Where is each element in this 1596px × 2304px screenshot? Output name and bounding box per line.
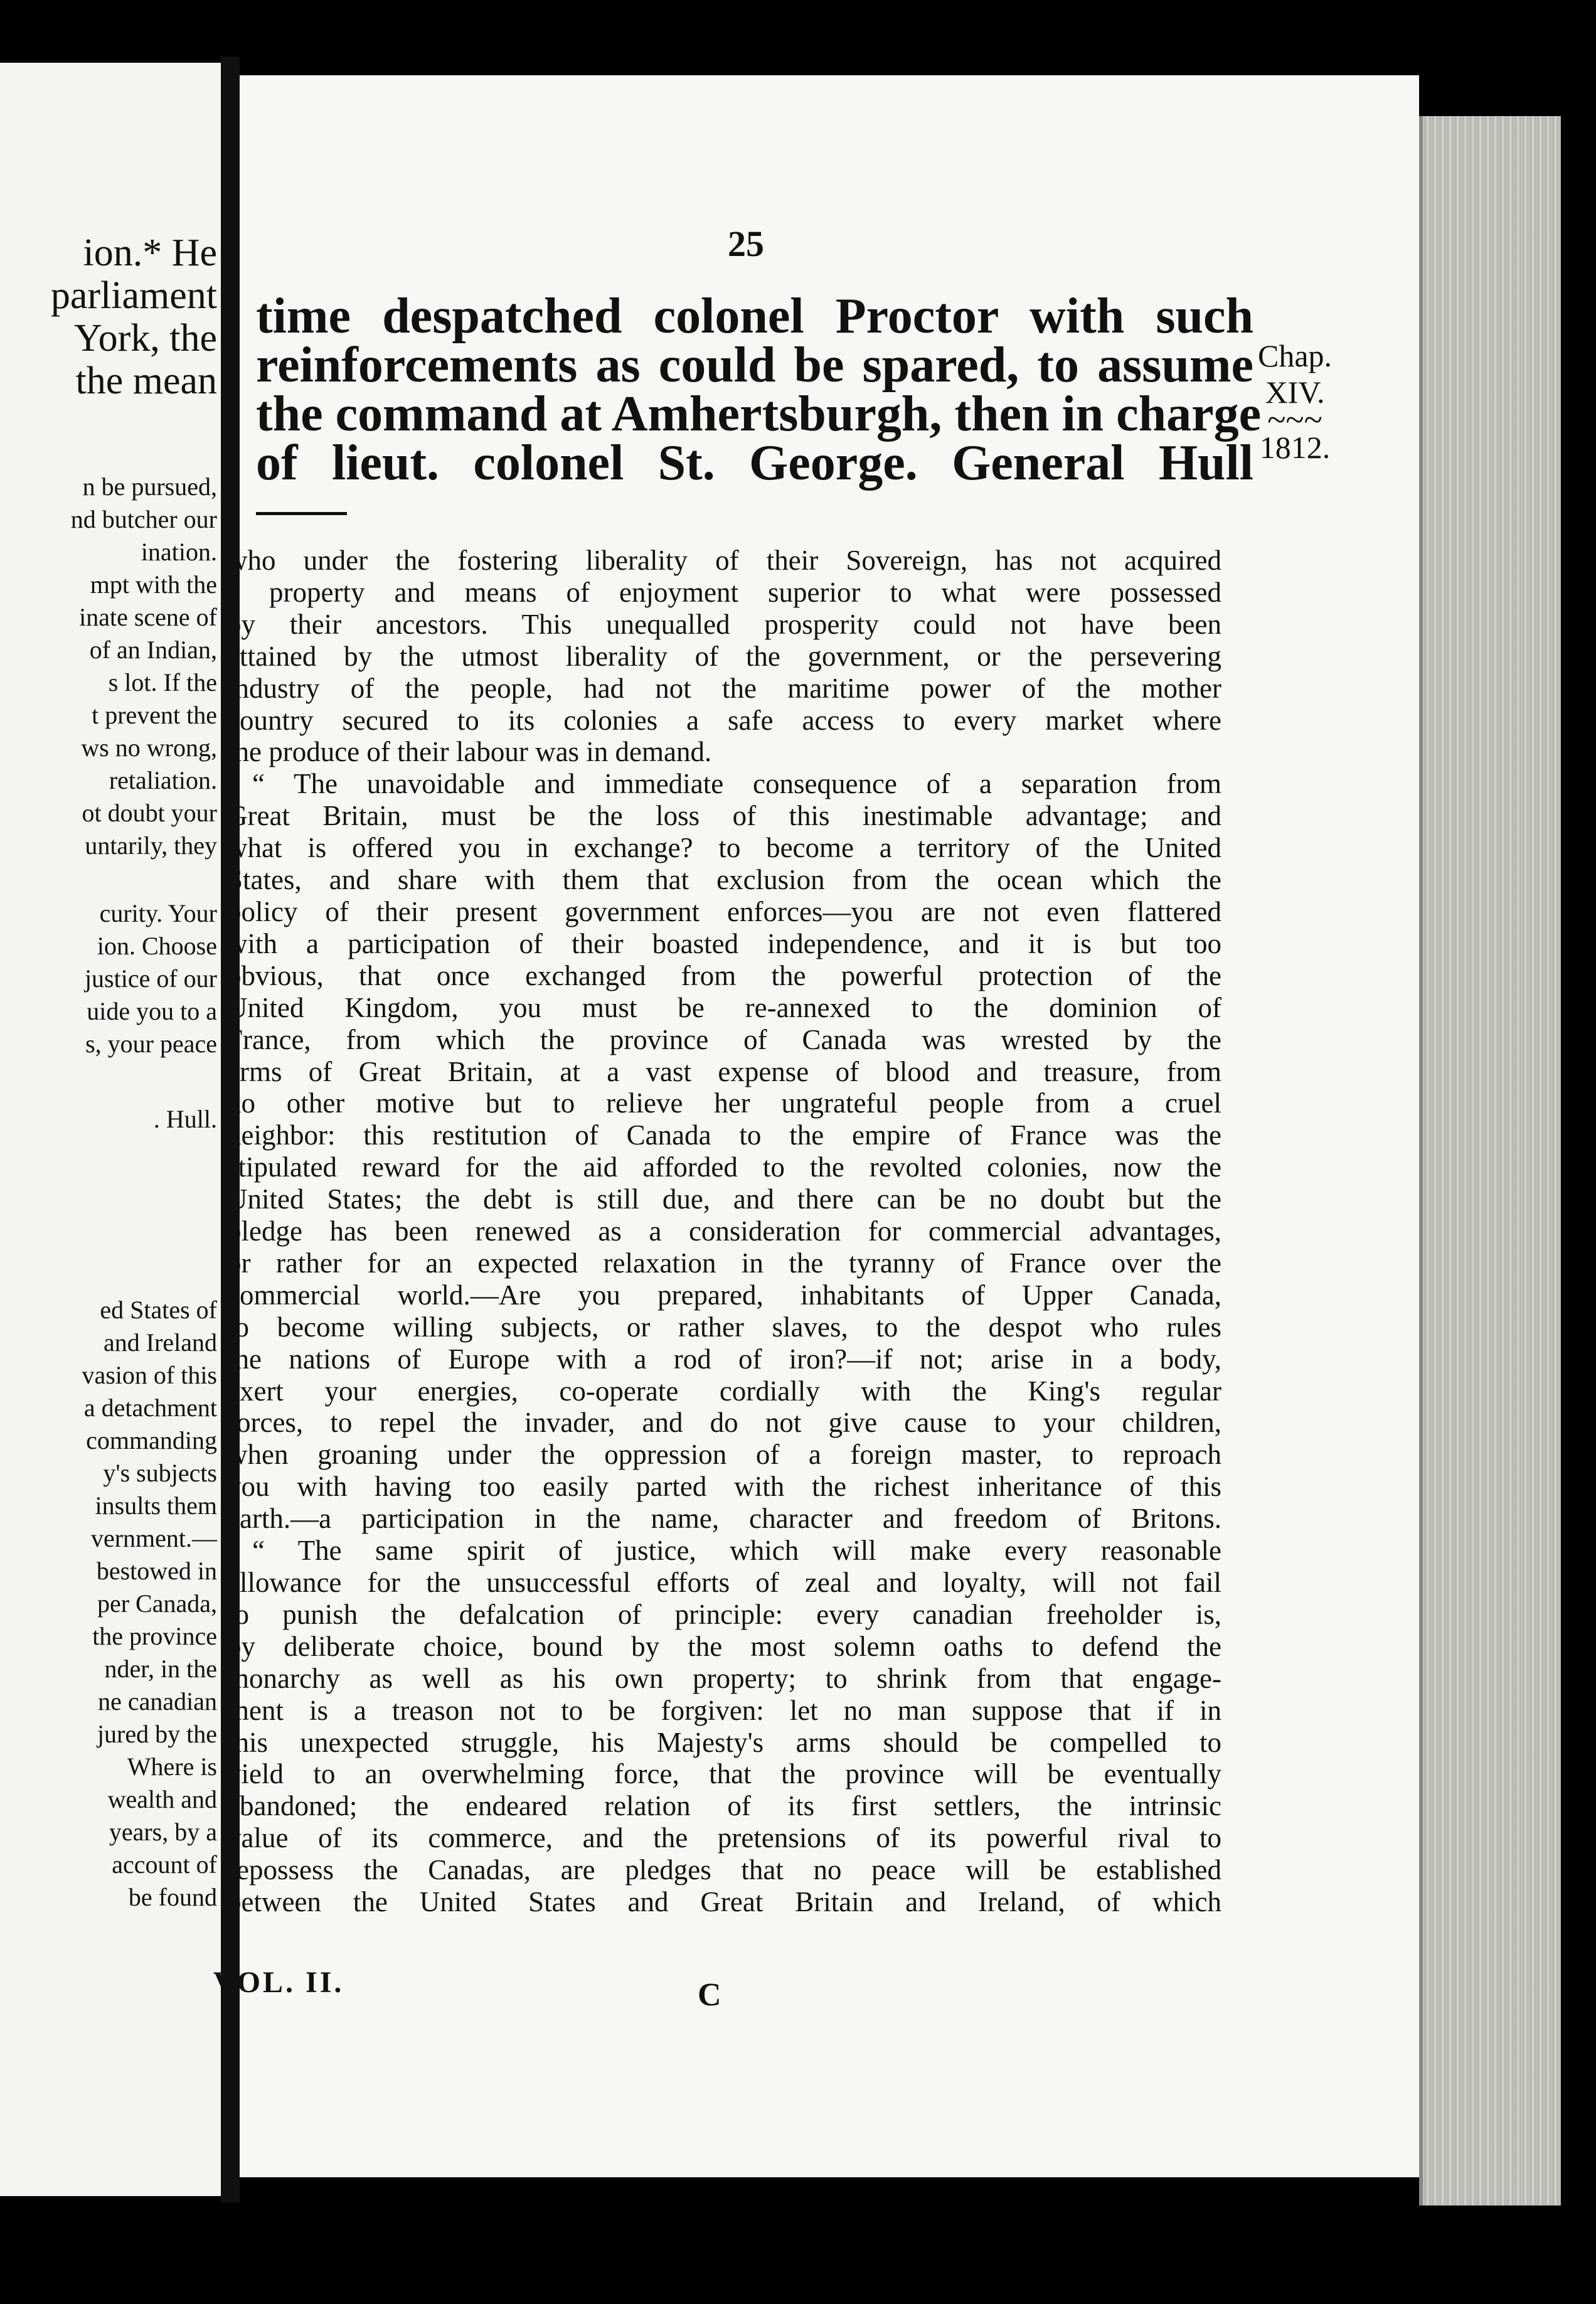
facing-page-line: be found (128, 1883, 217, 1911)
footnote-rule (256, 512, 347, 515)
body-line: Great Britain, must be the loss of this inestimable advantage; and (227, 800, 1221, 832)
facing-page-line: untarily, they (85, 831, 217, 860)
facing-page-line: insults them (95, 1491, 217, 1520)
facing-page-line: parliament (50, 274, 217, 317)
body-line: neighbor: this restitution of Canada to the empire of France was the (227, 1119, 1221, 1151)
body-line: value of its commerce, and the pretensions of its powerful rival to (227, 1822, 1221, 1854)
margin-note (1258, 338, 1332, 466)
body-line: you with having too easily parted with the richest inheritance of this (227, 1471, 1221, 1503)
facing-page-line: y's subjects (103, 1459, 217, 1487)
body-line: States, and share with them that exclusion from the ocean which the (227, 864, 1221, 896)
chapter-label: Chap. (1258, 338, 1333, 373)
body-line: when groaning under the oppression of a foreign master, to reproach (227, 1439, 1221, 1471)
facing-page-line: uide you to a (87, 997, 217, 1025)
body-line: United Kingdom, you must be re-annexed to the dominion of (227, 991, 1221, 1023)
body-line: abandoned; the endeared relation of its first settlers, the intrinsic (227, 1790, 1221, 1822)
body-line: commercial world.—Are you prepared, inhabitants of Upper Canada, (227, 1279, 1221, 1311)
facing-page-line: retaliation. (109, 766, 217, 794)
facing-page-line: the mean (75, 360, 217, 402)
facing-page-line: and Ireland (103, 1328, 217, 1357)
page-edge-stack (1419, 116, 1561, 2205)
body-line: to punish the defalcation of principle: every canadian freeholder is, (227, 1598, 1221, 1630)
body-line: between the United States and Great Britain and Ireland, of which (227, 1886, 1221, 1918)
facing-page-line: of an Indian, (89, 636, 217, 664)
facing-page-line: justice of our (84, 964, 217, 993)
facing-page-line: account of (112, 1850, 217, 1879)
facing-page-line: commanding (86, 1426, 217, 1454)
body-line: the nations of Europe with a rod of iron?—if not; arise in a body, (227, 1343, 1221, 1375)
signature-mark: C (698, 1977, 721, 2013)
facing-page-line: mpt with the (90, 570, 217, 599)
facing-page-line: nd butcher our (70, 505, 217, 533)
facing-page-line: years, by a (109, 1818, 217, 1846)
body-line: a property and means of enjoyment superior to what were possessed (227, 576, 1221, 608)
ornament-tilde: ~~~ (1267, 401, 1322, 439)
body-line: France, from which the province of Canada was wrested by the (227, 1023, 1221, 1055)
heading-paragraph (256, 289, 1262, 491)
facing-page (0, 63, 221, 2196)
body-line: policy of their present government enforces—you are not even flattered (227, 895, 1221, 927)
body-line: the produce of their labour was in demand. (227, 736, 712, 768)
facing-page-line: ion.* He (83, 232, 217, 274)
heading-line: the command at Amhertsburgh, then in charge (256, 387, 1262, 442)
body-line: to become willing subjects, or rather slaves, to the despot who rules (227, 1311, 1221, 1343)
body-line: who under the fostering liberality of their Sovereign, has not acquired (227, 545, 1221, 576)
body-line: earth.—a participation in the name, character and freedom of Britons. (227, 1503, 1221, 1535)
body-line: obvious, that once exchanged from the powerful protection of the (227, 959, 1221, 991)
body-line: attained by the utmost liberality of the government, or the persevering (227, 640, 1221, 672)
body-line: country secured to its colonies a safe access to every market where (227, 704, 1221, 736)
margin-year: 1812. (1259, 430, 1331, 465)
body-line: repossess the Canadas, are pledges that no peace will be established (227, 1854, 1221, 1886)
chapter-number: XIV. (1265, 375, 1325, 410)
page-number: 25 (728, 223, 764, 264)
facing-page-line: the province (92, 1622, 217, 1650)
facing-page-line: per Canada, (97, 1589, 217, 1618)
facing-page-line: bestowed in (96, 1557, 217, 1585)
body-line: industry of the people, had not the maritime power of the mother (227, 672, 1221, 704)
body-line: “ The unavoidable and immediate consequence of a separation from (252, 768, 1221, 800)
body-line: exert your energies, co-operate cordially with the King's regular (227, 1375, 1221, 1407)
body-line: United States; the debt is still due, and there can be no doubt but the (227, 1183, 1221, 1215)
facing-page-line: ot doubt your (82, 799, 217, 827)
facing-page-line: inate scene of (79, 603, 217, 631)
body-line: stipulated reward for the aid afforded to the revolted colonies, now the (227, 1151, 1221, 1183)
facing-page-line: ws no wrong, (81, 733, 217, 762)
facing-page-line: curity. Your (99, 899, 217, 927)
facing-page-line: ion. Choose (97, 932, 217, 960)
facing-page-line: s, your peace (85, 1030, 217, 1058)
body-line: what is offered you in exchange? to become a territory of the United (227, 832, 1221, 864)
body-line: with a participation of their boasted independence, and it is but too (227, 927, 1221, 959)
body-line: monarchy as well as his own property; to shrink from that engage- (227, 1662, 1221, 1694)
facing-page-line: Where is (127, 1752, 217, 1781)
body-line: this unexpected struggle, his Majesty's arms should be compelled to (227, 1726, 1221, 1758)
body-line: ment is a treason not to be forgiven: let no man suppose that if in (227, 1694, 1221, 1726)
facing-page-line: nder, in the (104, 1655, 217, 1683)
body-line: “ The same spirit of justice, which will make every reasonable (252, 1535, 1221, 1567)
facing-page-line: York, the (74, 317, 217, 360)
facing-page-line: wealth and (107, 1785, 217, 1813)
facing-page-line: ne canadian (98, 1687, 217, 1715)
body-line: arms of Great Britain, at a vast expense of blood and treasure, from (227, 1055, 1221, 1087)
facing-page-line: t prevent the (92, 701, 217, 729)
body-line: by their ancestors. This unequalled prosperity could not have been (227, 608, 1221, 640)
facing-page-line: a detachment (83, 1394, 217, 1422)
facing-page-line: n be pursued, (82, 472, 217, 501)
facing-page-line: vasion of this (82, 1361, 217, 1389)
facing-page-line: s lot. If the (108, 668, 217, 696)
body-line: pledge has been renewed as a consideration for commercial advantages, (227, 1215, 1221, 1247)
body-line: allowance for the unsuccessful efforts of zeal and loyalty, will not fail (227, 1567, 1221, 1598)
body-line: no other motive but to relieve her ungrateful people from a cruel (227, 1087, 1221, 1119)
facing-page-line: jured by the (97, 1720, 217, 1748)
heading-line: reinforcements as could be spared, to assume (256, 338, 1253, 393)
facing-page-line: . Hull. (153, 1105, 217, 1133)
body-line: forces, to repel the invader, and do not give cause to your children, (227, 1407, 1221, 1439)
facing-page-line: ination. (141, 538, 217, 566)
facing-page-line: vernment.— (90, 1524, 217, 1552)
body-line: by deliberate choice, bound by the most solemn oaths to defend the (227, 1630, 1221, 1662)
volume-label: VOL. II. (213, 1966, 344, 1999)
heading-line: time despatched colonel Proctor with such (256, 289, 1253, 344)
body-line: or rather for an expected relaxation in the tyranny of France over the (227, 1247, 1221, 1279)
heading-line: of lieut. colonel St. George. General Hull (256, 435, 1253, 491)
footnote-text (227, 545, 1221, 1918)
body-line: yield to an overwhelming force, that the province will be eventually (227, 1758, 1221, 1790)
facing-page-line: ed States of (100, 1296, 217, 1324)
